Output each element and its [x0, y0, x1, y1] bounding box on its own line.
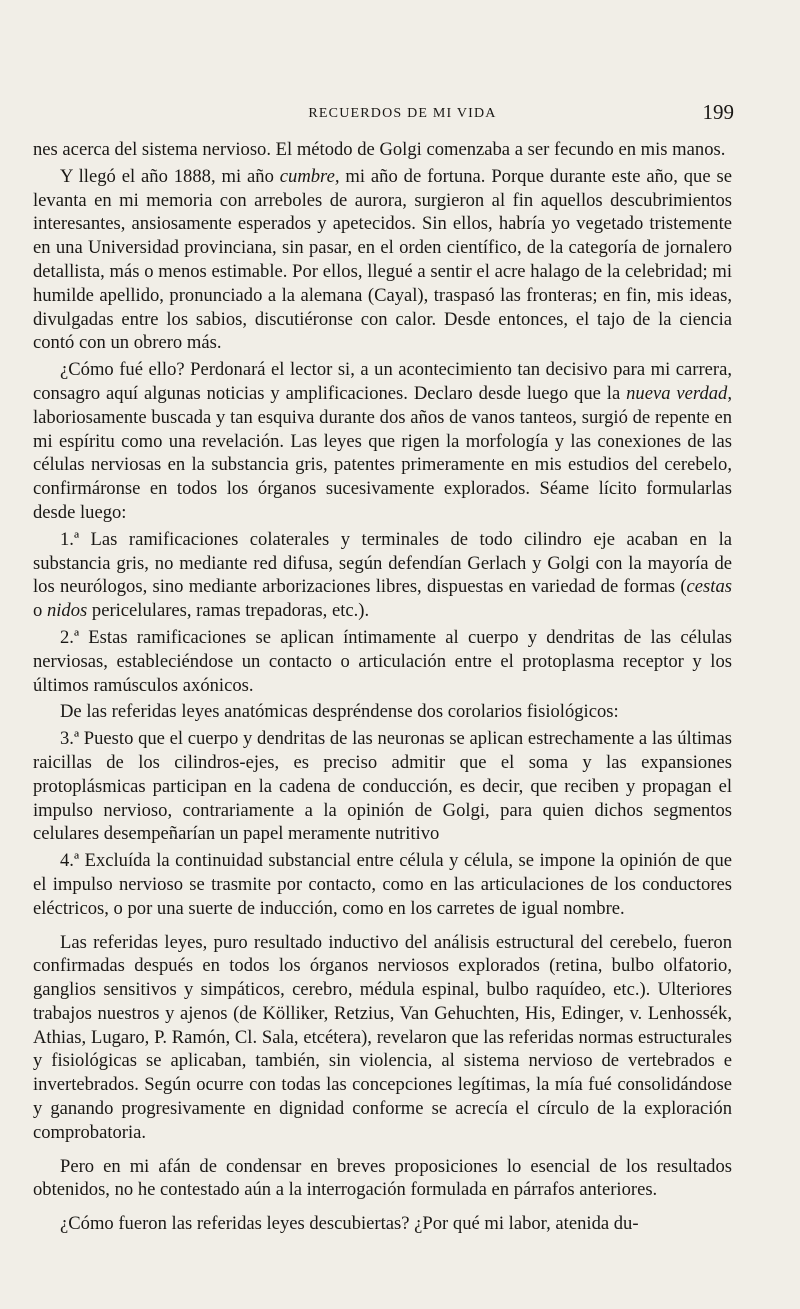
body-text: [33, 138, 732, 1236]
text-run: De las referidas leyes anatómicas despréndense dos corolarios fisiológicos:: [60, 701, 619, 723]
text-run: mi año de fortuna. Porque durante este año, que se levanta en mi memoria con arreboles de aurora, surgieron al fin aquellos descubrimientos interesantes, ansiosamente esperados y apetecidos. Sin ellos, habría yo vegetado tristemente en una Universidad provinciana, sin pasar, en el orden científico, de la categoría de jornalero detallista, más o menos estimable. Por ellos, llegué a sentir el acre halago de la celebridad; mi humilde apellido, pronunciado a la alemana (Cayal), traspasó las fronteras; en fin, mis ideas, divulgadas entre los sabios, discutiéronse con calor. Desde entonces, el tajo de la ciencia contó con un obrero más.: [33, 165, 732, 354]
text-run: nes acerca del sistema nervioso. El método de Golgi comenzaba a ser fecundo en mis manos.: [33, 139, 726, 160]
paragraph: [33, 1212, 732, 1236]
paragraph: [33, 626, 732, 697]
italic-text: cumbre,: [279, 165, 340, 187]
paragraph: [33, 849, 732, 920]
page-number: 199: [702, 100, 734, 124]
paragraph: [33, 138, 732, 162]
paragraph: [33, 931, 732, 1145]
paragraph: [33, 1155, 732, 1203]
paragraph: [33, 727, 732, 846]
italic-text: cestas: [686, 576, 732, 598]
paragraph: [33, 165, 732, 355]
text-run: ¿Cómo fueron las referidas leyes descubiertas? ¿Por qué mi labor, atenida du-: [60, 1213, 639, 1235]
text-run: 4.ª Excluída la continuidad substancial entre célula y célula, se impone la opinión de que el impulso nervioso se trasmite por contacto, como en las articulaciones de los conductores eléctricos, o por una suerte de inducción, como en los carretes de igual nombre.: [33, 850, 732, 919]
text-run: Pero en mi afán de condensar en breves proposiciones lo esencial de los resultados obtenidos, no he contestado aún a la interrogación formulada en párrafos anteriores.: [33, 1155, 732, 1201]
running-title: RECUERDOS DE MI VIDA: [308, 106, 497, 121]
paragraph: [33, 528, 732, 623]
text-run: 1.ª Las ramificaciones colaterales y terminales de todo cilindro eje acaban en la substancia gris, no mediante red difusa, según defendían Gerlach y Golgi con la mayoría de los neurólogos, sino mediante arborizaciones libres, dispuestas en variedad de formas (: [33, 528, 732, 598]
italic-text: nidos: [46, 600, 88, 622]
paragraph: [33, 700, 732, 724]
text-run: Las referidas leyes, puro resultado inductivo del análisis estructural del cerebelo, fueron confirmadas después en todos los órganos nerviosos explorados (retina, bulbo olfatorio, ganglios sensitivos y simpáticos, cerebro, médula espinal, bulbo raquídeo, etc.). Ulteriores trabajos nuestros y ajenos (de Kölliker, Retzius, Van Gehuchten, His, Edinger, v. Lenhossék, Athias, Lugaro, P. Ramón, Cl. Sala, etcétera), revelaron que las referidas normas estructurales y fisiológicas se aplicaban, también, sin violencia, al sistema nervioso de vertebrados e invertebrados. Según ocurre con todas las concepciones legítimas, la mía fué consolidándose y ganando progresivamente en dignidad conforme se acrecía el círculo de la exploración comprobatoria.: [33, 931, 732, 1143]
text-run: Y llegó el año 1888, mi año: [60, 165, 280, 187]
text-run: pericelulares, ramas trepadoras, etc.).: [87, 600, 370, 622]
text-run: 3.ª Puesto que el cuerpo y dendritas de las neuronas se aplican estrechamente a las últimas raicillas de los cilindros-ejes, es preciso admitir que el soma y las expansiones protoplásmicas participan en la cadena de conducción, es decir, que reciben y propagan el impulso nervioso, contrariamente a la opinión de Golgi, para quien dichos segmentos celulares desempeñarían un papel meramente nutritivo: [33, 728, 732, 845]
text-run: laboriosamente buscada y tan esquiva durante dos años de vanos tanteos, surgió de repente en mi espíritu como una revelación. Las leyes que rigen la morfología y las conexiones de las células nerviosas en la substancia gris, patentes primeramente en mis estudios del cerebelo, confirmáronse en todos los órganos sucesivamente explorados. Séame lícito formularlas desde luego:: [33, 406, 732, 523]
text-run: ¿Cómo fué ello? Perdonará el lector si, a un acontecimiento tan decisivo para mi carrera, consagro aquí algunas noticias y amplificaciones. Declaro desde luego que la: [33, 359, 732, 404]
text-run: 2.ª Estas ramificaciones se aplican íntimamente al cuerpo y dendritas de las células nerviosas, estableciéndose un contacto o articulación entre el protoplasma receptor y los últimos ramúsculos axónicos.: [33, 626, 732, 696]
paragraph: [33, 358, 732, 525]
page-header: [33, 98, 732, 138]
text-run: o: [33, 600, 47, 622]
italic-text: nueva verdad,: [626, 382, 732, 404]
